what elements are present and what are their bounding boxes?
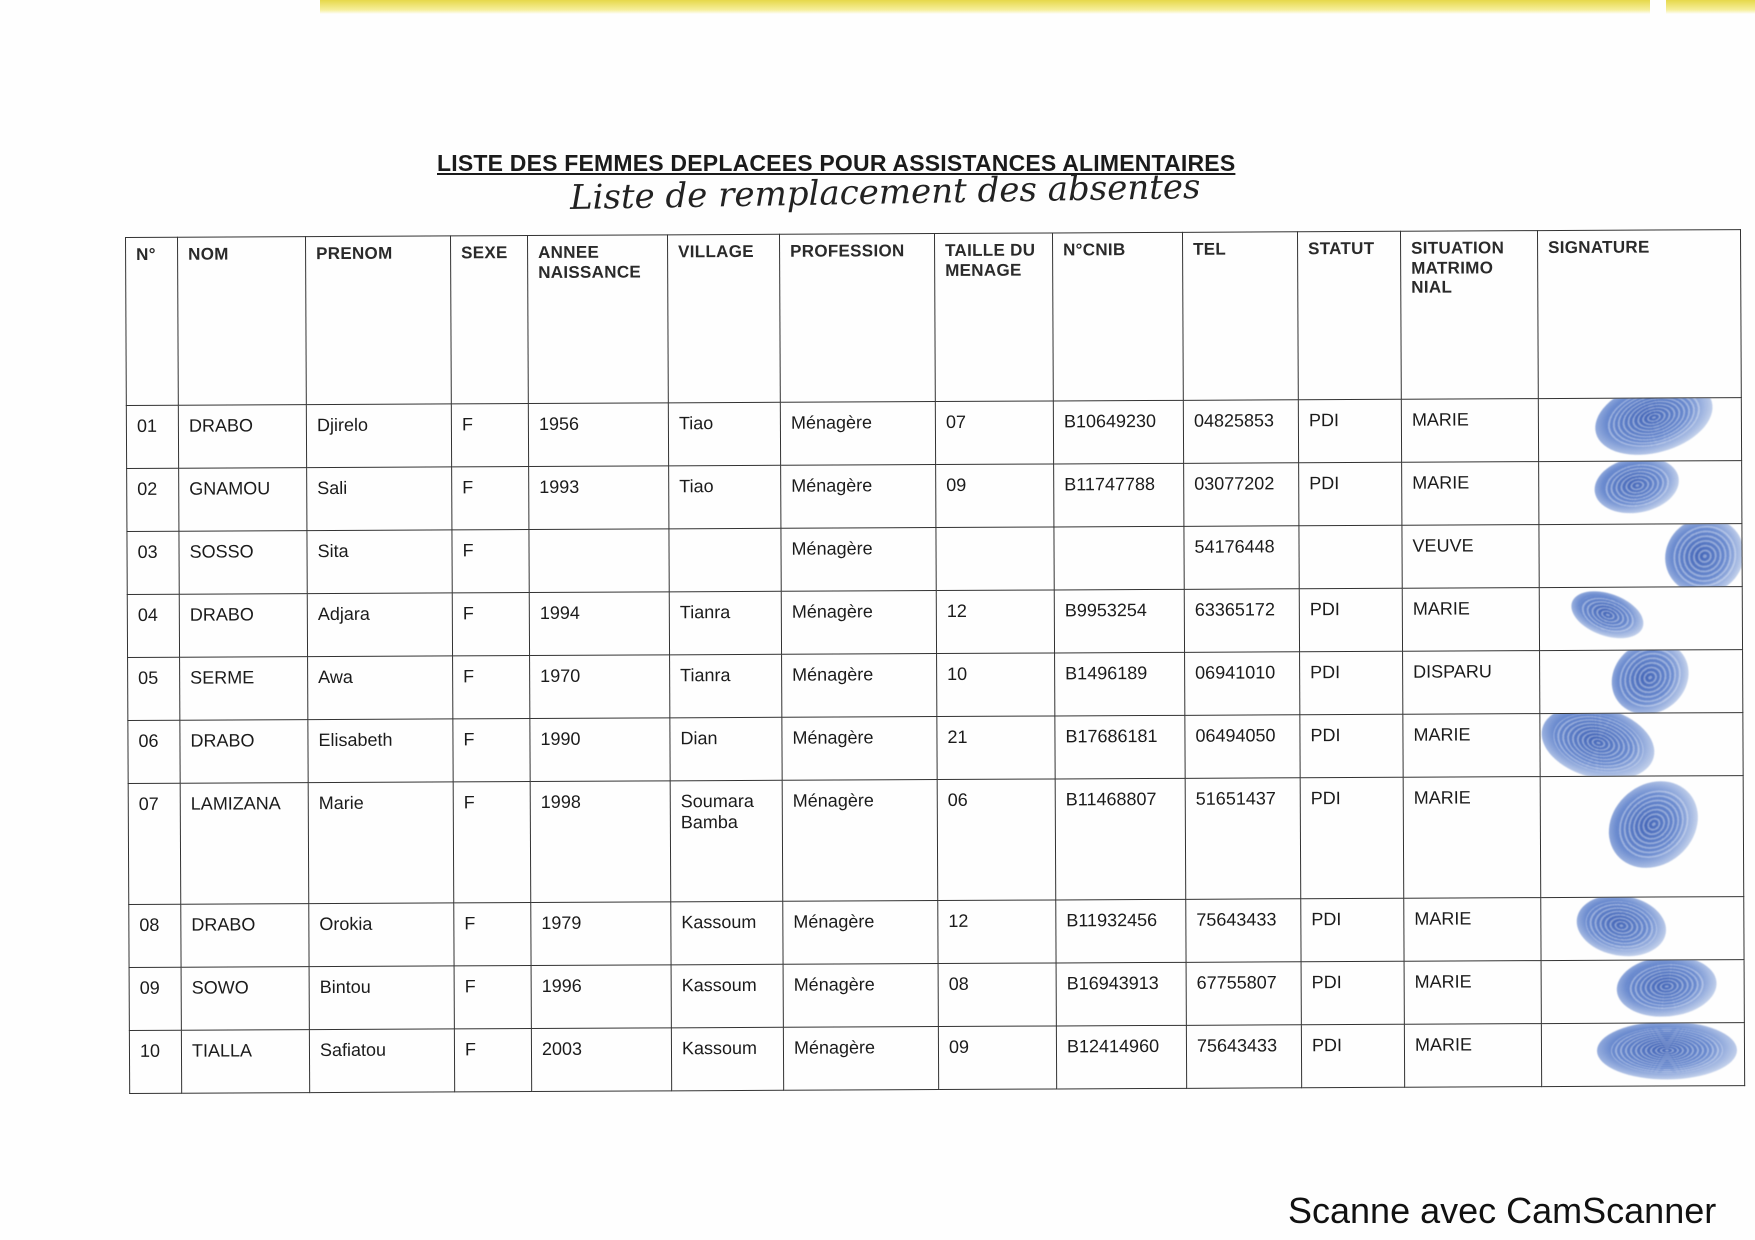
cell-signature [1538,398,1741,462]
cell-nom: DRABO [180,720,308,784]
cell-taille: 21 [937,716,1055,780]
cell-tel: 06494050 [1185,715,1300,779]
handwritten-subtitle: Liste de remplacement des absentes [569,166,1201,218]
cell-prenom: Orokia [309,903,454,967]
cell-village: Tiao [669,465,781,529]
fingerprint-mark [1614,960,1719,1021]
cell-nom: DRABO [181,904,309,968]
cell-statut: PDI [1298,399,1401,463]
header-prenom: PRENOM [306,236,452,405]
fingerprint-mark [1565,587,1650,648]
cell-signature [1539,461,1742,525]
cell-taille: 06 [937,779,1056,901]
cell-tel: 63365172 [1184,589,1299,653]
fingerprint-mark [1540,713,1663,777]
fingerprint-mark [1651,524,1742,588]
cell-statut: PDI [1299,462,1402,526]
cell-sexe: F [452,593,529,656]
cell-cnib: B11747788 [1054,463,1184,527]
fingerprint-mark [1590,461,1683,520]
cell-nom: DRABO [179,594,307,658]
table-row [128,776,1744,905]
cell-statut: PDI [1301,961,1404,1025]
table-row [129,897,1744,968]
cell-tel: 75643433 [1186,899,1301,963]
cell-cnib: B10649230 [1053,400,1183,464]
cell-nom: DRABO [178,405,306,469]
fingerprint-mark [1572,897,1671,961]
cell-profession: Ménagère [782,780,938,902]
cell-statut: PDI [1301,1024,1404,1088]
cell-num: 02 [127,468,179,531]
table-row [128,713,1743,784]
cell-profession: Ménagère [783,964,938,1028]
cell-signature [1540,713,1743,777]
cell-sexe: F [454,903,531,966]
cell-num: 10 [129,1030,181,1093]
cell-village: Dian [670,717,782,781]
cell-situation: MARIE [1402,588,1539,652]
cell-profession: Ménagère [783,1027,938,1091]
cell-annee: 1956 [528,403,668,467]
cell-cnib: B1496189 [1055,652,1185,716]
cell-sexe: F [453,719,530,782]
cell-cnib: B17686181 [1055,715,1185,779]
header-signature: SIGNATURE [1537,230,1741,399]
fingerprint-mark [1591,776,1715,886]
cell-prenom: Marie [308,782,454,904]
cell-statut: PDI [1301,898,1404,962]
cell-profession: Ménagère [780,402,935,466]
cell-prenom: Sita [307,530,452,594]
cell-village: Kassoum [671,1027,783,1091]
cell-sexe: F [453,656,530,719]
cell-village: Tianra [669,591,781,655]
cell-taille: 09 [938,1026,1056,1090]
cell-nom: TIALLA [181,1030,309,1094]
header-profession: PROFESSION [779,234,935,403]
table-row [126,398,1741,469]
top-strip-gap [1650,0,1666,14]
cell-annee: 1979 [531,902,671,966]
cell-profession: Ménagère [781,528,936,592]
cell-taille: 12 [938,900,1056,964]
cell-sexe: F [454,1029,531,1092]
cell-signature [1541,960,1744,1024]
cell-sexe: F [453,782,531,903]
cell-annee: 1990 [530,718,670,782]
cell-signature [1540,776,1744,898]
cell-signature [1541,897,1744,961]
cell-cnib: B11468807 [1055,778,1186,900]
cell-cnib: B12414960 [1056,1025,1186,1089]
cell-profession: Ménagère [781,591,936,655]
header-annee-naissance: ANNEE NAISSANCE [527,235,668,404]
cell-sexe: F [454,966,531,1029]
cell-sexe: F [451,404,528,467]
top-color-strip [320,0,1755,14]
cell-cnib: B16943913 [1056,962,1186,1026]
cell-nom: GNAMOU [179,468,307,532]
cell-tel: 54176448 [1184,526,1299,590]
table-row [128,650,1743,721]
cell-village: Tiao [668,402,780,466]
cell-annee: 1993 [529,466,669,530]
header-cnib: N°CNIB [1052,232,1183,401]
cell-situation: MARIE [1404,898,1541,962]
cell-taille: 09 [936,464,1054,528]
cell-num: 01 [126,405,178,468]
header-nom: NOM [178,237,307,406]
cell-nom: LAMIZANA [180,783,309,905]
cell-num: 07 [128,783,181,904]
cell-statut: PDI [1300,714,1403,778]
document-title: LISTE DES FEMMES DEPLACEES POUR ASSISTANCES ALIMENTAIRES [437,150,1236,176]
cell-prenom: Djirelo [306,404,451,468]
cell-profession: Ménagère [782,654,937,718]
table-row [129,960,1744,1031]
cell-statut: PDI [1300,777,1404,899]
header-situation: SITUATION MATRIMO NIAL [1400,231,1538,400]
cell-nom: SOSSO [179,531,307,595]
fingerprint-mark [1597,1023,1737,1080]
cell-statut: PDI [1299,588,1402,652]
header-tel: TEL [1182,232,1298,401]
cell-profession: Ménagère [782,717,937,781]
cell-tel: 51651437 [1185,778,1301,900]
cell-num: 03 [127,531,179,594]
cell-num: 09 [129,967,181,1030]
cell-situation: MARIE [1404,961,1541,1025]
cell-taille: 08 [938,963,1056,1027]
cell-prenom: Elisabeth [308,719,453,783]
cell-village [669,528,781,592]
cell-signature [1539,524,1742,588]
table-row [127,587,1742,658]
cell-tel: 67755807 [1186,962,1301,1026]
cell-prenom: Sali [307,467,452,531]
cell-prenom: Bintou [309,966,454,1030]
cell-tel: 06941010 [1185,652,1300,716]
cell-nom: SOWO [181,967,309,1031]
cell-tel: 04825853 [1183,400,1298,464]
cell-profession: Ménagère [783,901,938,965]
table-row [127,461,1742,532]
cell-signature [1539,587,1742,651]
cell-situation: MARIE [1404,1024,1541,1088]
cell-taille [936,527,1054,591]
cell-cnib: B9953254 [1054,589,1184,653]
cell-situation: DISPARU [1403,651,1540,715]
cell-prenom: Adjara [307,593,452,657]
table-row [129,1023,1744,1094]
cell-statut [1299,525,1402,589]
header-num: N° [126,237,179,405]
cell-tel: 03077202 [1184,463,1299,527]
cell-sexe: F [452,467,529,530]
cell-village: Soumara Bamba [670,780,783,902]
cell-annee: 1970 [530,655,670,719]
table-header-row [126,230,1742,406]
cell-situation: MARIE [1403,714,1540,778]
cell-annee: 1994 [529,592,669,656]
header-taille-menage: TAILLE DU MENAGE [934,233,1053,402]
cell-taille: 10 [937,653,1055,717]
header-sexe: SEXE [450,236,528,404]
cell-num: 05 [128,657,180,720]
cell-annee: 1998 [530,781,671,903]
header-statut: STATUT [1297,231,1401,400]
cell-profession: Ménagère [781,465,936,529]
cell-village: Tianra [670,654,782,718]
cell-situation: VEUVE [1402,525,1539,589]
cell-village: Kassoum [671,901,783,965]
cell-prenom: Safiatou [309,1029,454,1093]
cell-sexe: F [452,530,529,593]
cell-cnib: B11932456 [1056,899,1186,963]
cell-signature [1541,1023,1744,1087]
cell-nom: SERME [180,657,308,721]
beneficiary-table [125,229,1745,1094]
fingerprint-mark [1597,650,1703,714]
cell-annee: 2003 [531,1028,671,1092]
fingerprint-mark [1587,398,1721,462]
cell-taille: 12 [936,590,1054,654]
cell-taille: 07 [935,401,1053,465]
header-village: VILLAGE [667,234,780,403]
cell-situation: MARIE [1401,399,1538,463]
cell-situation: MARIE [1402,462,1539,526]
cell-tel: 75643433 [1186,1025,1301,1089]
table-row [127,524,1742,595]
cell-village: Kassoum [671,964,783,1028]
cell-cnib [1054,526,1184,590]
cell-annee [529,529,669,593]
cell-num: 04 [127,594,179,657]
cell-situation: MARIE [1403,777,1541,899]
cell-prenom: Awa [308,656,453,720]
cell-signature [1540,650,1743,714]
cell-num: 08 [129,904,181,967]
scanner-watermark: Scanne avec CamScanner [1288,1190,1717,1231]
cell-annee: 1996 [531,965,671,1029]
cell-num: 06 [128,720,180,783]
cell-statut: PDI [1300,651,1403,715]
